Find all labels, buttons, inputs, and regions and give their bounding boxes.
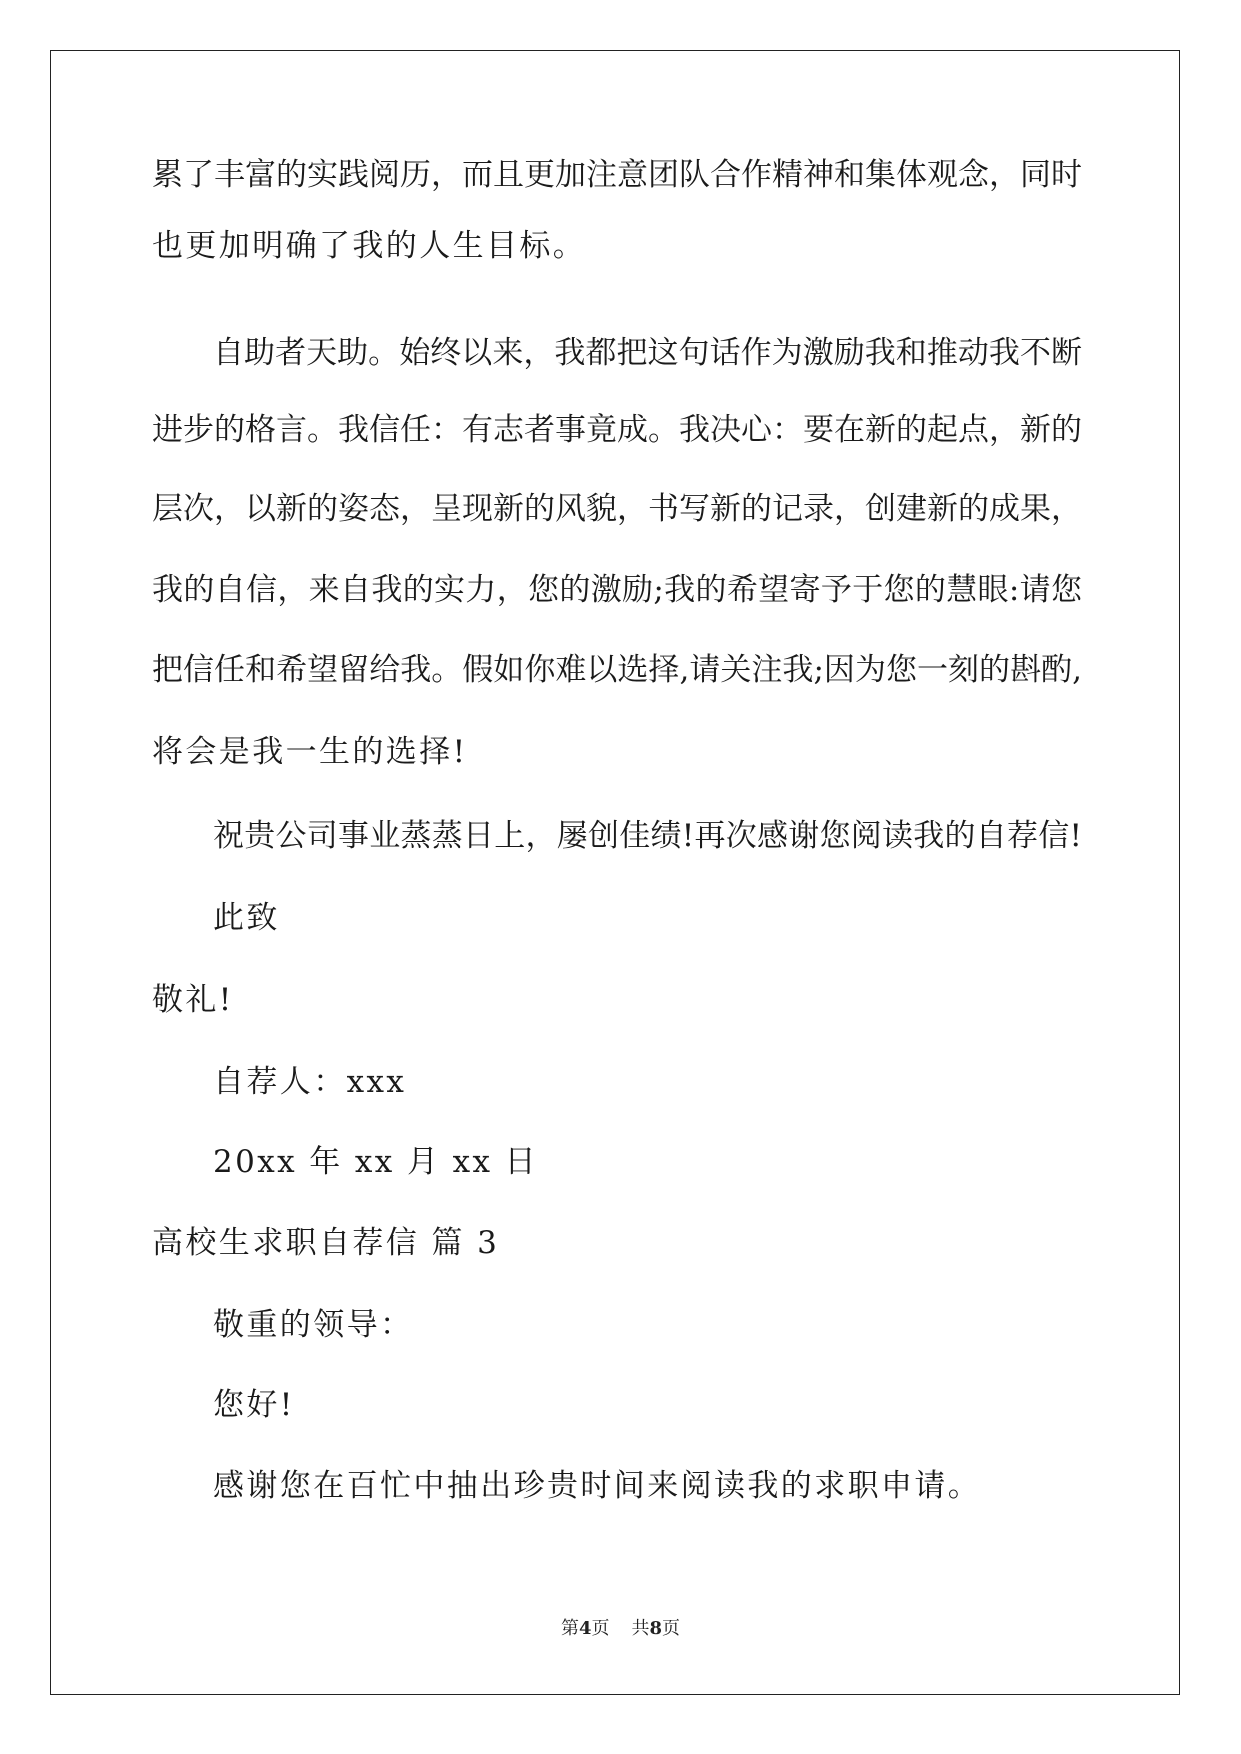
closing-wish: 祝贵公司事业蒸蒸日上，屡创佳绩!再次感谢您阅读我的自荐信! [213,818,1082,854]
page-border [50,50,1180,1695]
body-line-4: 进步的格言。我信任：有志者事竟成。我决心：要在新的起点，新的 [152,412,1082,448]
footer-total-prefix: 共 [631,1618,650,1639]
body-line-2: 也更加明确了我的人生目标。 [152,228,587,264]
footer-prefix: 第 [560,1618,579,1639]
date-line: 20xx 年 xx 月 xx 日 [213,1144,539,1180]
body-line-8: 将会是我一生的选择! [152,734,468,770]
greeting: 敬重的领导： [213,1307,414,1343]
body-line-5: 层次，以新的姿态，呈现新的风貌，书写新的记录，创建新的成果， [152,491,1082,527]
intro-line: 感谢您在百忙中抽出珍贵时间来阅读我的求职申请。 [213,1468,982,1504]
body-line-1: 累了丰富的实践阅历，而且更加注意团队合作精神和集体观念，同时 [152,157,1082,193]
page-footer [0,1617,1241,1641]
body-line-6: 我的自信，来自我的实力，您的激励;我的希望寄予于您的慧眼:请您 [152,572,1082,608]
footer-suffix: 页 [662,1618,681,1639]
closing-salutation: 此致 [213,900,280,936]
body-line-3: 自助者天助。始终以来，我都把这句话作为激励我和推动我不断 [213,335,1082,371]
section-heading: 高校生求职自荐信 篇 3 [152,1225,500,1261]
closing-respect: 敬礼! [152,982,234,1018]
signature-line: 自荐人：xxx [213,1064,407,1100]
footer-total-pages: 8 [649,1618,663,1639]
hello-line: 您好! [213,1387,295,1423]
body-line-7: 把信任和希望留给我。假如你难以选择,请关注我;因为您一刻的斟酌, [152,652,1082,688]
footer-current-page: 4 [578,1618,592,1639]
footer-page-word: 页 [591,1618,610,1639]
